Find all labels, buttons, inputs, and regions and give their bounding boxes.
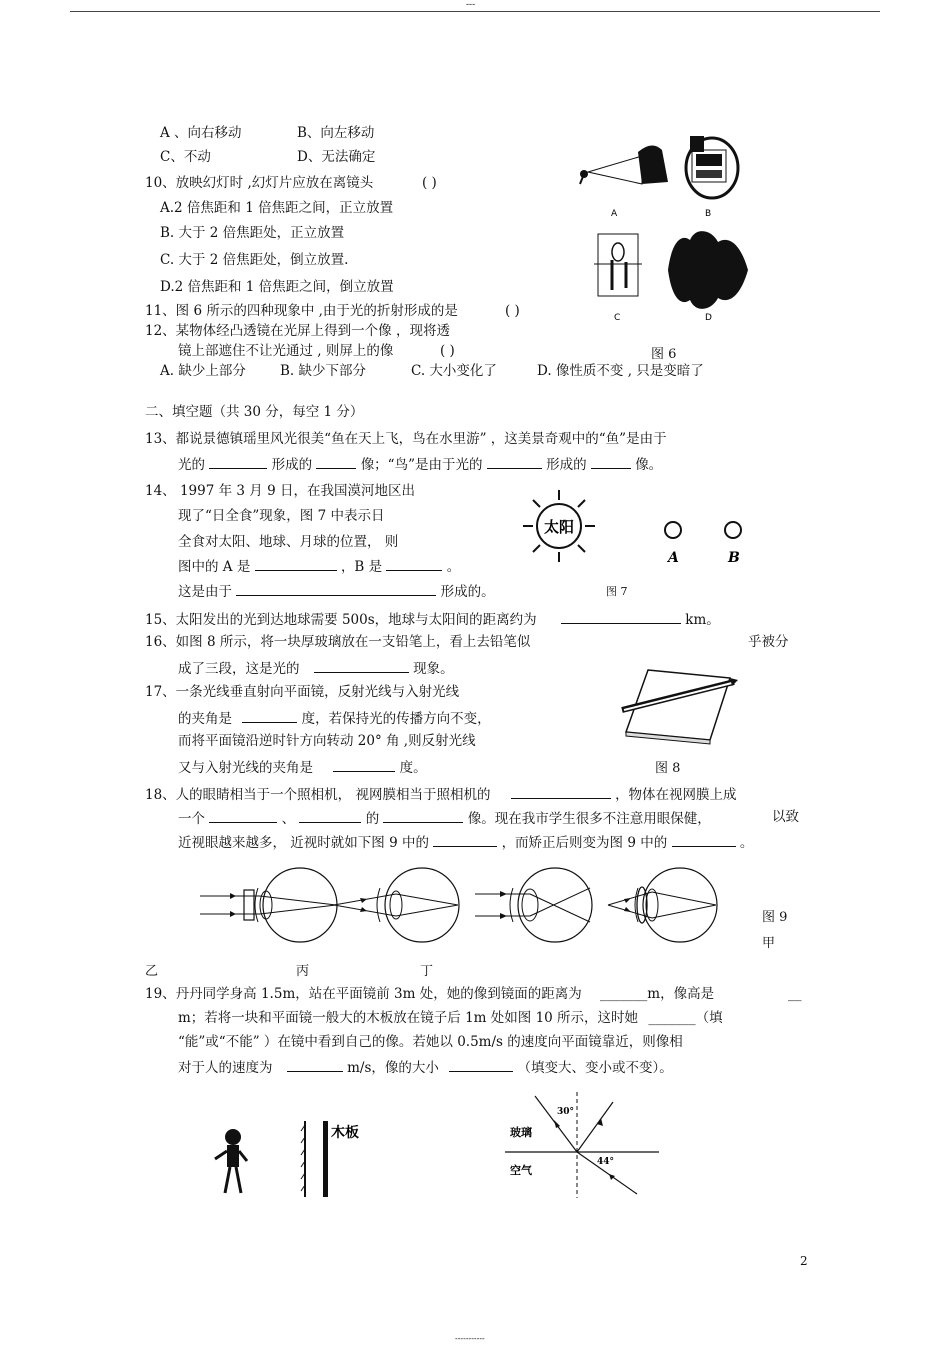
q11-answer-paren: ( ) xyxy=(505,303,520,319)
fig6-d-reflection xyxy=(668,231,748,309)
q18-line2-tail: 以致 xyxy=(772,809,799,825)
q18-line3: 近视眼越来越多， 近视时就如下图 9 中的 ，而矫正后则变为图 9 中的 。 xyxy=(178,832,753,852)
fig9-eye-2 xyxy=(334,868,459,942)
q12-option-b: B. 缺少下部分 xyxy=(280,363,367,379)
q10-option-b: B. 大于 2 倍焦距处，正立放置 xyxy=(160,225,345,241)
q14-line1: 14、 1997 年 3 月 9 日，在我国漠河地区出 xyxy=(145,483,415,499)
fig9-label-bing: 丙 xyxy=(296,964,310,979)
q17-line4: 又与入射光线的夹角是 度。 xyxy=(178,757,427,777)
q9-option-d: D、无法确定 xyxy=(297,149,376,165)
q16-line1-tail: 乎被分 xyxy=(748,634,789,650)
q18-blank-6[interactable] xyxy=(672,832,736,847)
fig9-label-ding: 丁 xyxy=(420,964,434,979)
q13-line1: 13、都说景德镇瑶里风光很美“鱼在天上飞，鸟在水里游” ，这美景奇观中的“鱼”是由于 xyxy=(145,431,667,447)
fig9-label-yi: 乙 xyxy=(145,964,159,979)
q9-option-c: C、不动 xyxy=(160,149,211,165)
fig9-caption: 图 9 xyxy=(762,910,788,925)
figure-10 xyxy=(205,1115,385,1205)
q17-blank-1[interactable] xyxy=(242,708,297,723)
q17-blank-2[interactable] xyxy=(333,757,395,772)
q9-option-a: A 、向右移动 xyxy=(160,125,242,141)
q12-option-d: D. 像性质不变 , 只是变暗了 xyxy=(537,363,704,379)
fig10-board-label: 木板 xyxy=(331,1125,359,1141)
fig6-b-dish xyxy=(686,136,738,198)
q19-blank-speed[interactable] xyxy=(287,1057,343,1072)
q12-answer-paren: ( ) xyxy=(440,343,455,359)
q17-line3: 而将平面镜沿逆时针方向转动 20° 角 ,则反射光线 xyxy=(178,733,476,749)
q10-option-c: C. 大于 2 倍焦距处，倒立放置. xyxy=(160,252,349,268)
q17-line2: 的夹角是 度，若保持光的传播方向不变， xyxy=(178,708,491,728)
q15-text: 15、太阳发出的光到达地球需要 500s，地球与太阳间的距离约为 km。 xyxy=(145,609,720,629)
fig11-glass-label: 玻璃 xyxy=(510,1126,532,1139)
q10-answer-paren: ( ) xyxy=(422,175,437,191)
figure-11 xyxy=(505,1092,665,1202)
q14-line4: 图中的 A 是 ，B 是 。 xyxy=(178,556,460,576)
q13-blank-1[interactable] xyxy=(209,454,267,469)
fig10-board xyxy=(323,1121,328,1197)
fig7-label-b: B xyxy=(728,550,740,566)
q10-option-d: D.2 倍焦距和 1 倍焦距之间，倒立放置 xyxy=(160,279,394,295)
fig10-girl xyxy=(215,1129,247,1193)
fig6-label-c: C xyxy=(614,313,621,323)
q18-blank-3[interactable] xyxy=(299,808,361,823)
section-2-title: 二、填空题（共 30 分，每空 1 分） xyxy=(145,404,364,420)
fig6-a-magnifier xyxy=(580,145,668,184)
q13-blank-2[interactable] xyxy=(316,454,356,469)
q19-line2: m；若将一块和平面镜一般大的木板放在镜子后 1m 处如图 10 所示，这时她 _______（填 xyxy=(178,1010,723,1026)
q13-blank-4[interactable] xyxy=(591,454,631,469)
q12-line1: 12、某物体经凸透镜在光屏上得到一个像 ，现将透 xyxy=(145,323,450,339)
q14-line5: 这是由于 形成的。 xyxy=(178,581,495,601)
fig6-label-b: B xyxy=(705,209,712,219)
figure-8 xyxy=(618,660,738,750)
figure-9 xyxy=(200,860,730,950)
q16-line2: 成了三段，这是光的 现象。 xyxy=(178,658,454,678)
fig7-circle-b xyxy=(725,522,741,538)
q18-blank-1[interactable] xyxy=(511,784,611,799)
fig11-reflected-ray xyxy=(577,1102,613,1152)
q19-line1-tail: __ xyxy=(788,986,802,1002)
q12-option-a: A. 缺少上部分 xyxy=(160,363,246,379)
fig6-label-d: D xyxy=(705,313,712,323)
q12-option-c: C. 大小变化了 xyxy=(411,363,497,379)
q16-line1: 16、如图 8 所示，将一块厚玻璃放在一支铅笔上，看上去铅笔似 xyxy=(145,634,531,650)
fig11-angle-44: 44° xyxy=(597,1157,615,1167)
q18-blank-2[interactable] xyxy=(209,808,277,823)
figure-7 xyxy=(515,484,755,574)
q19-line4: 对于人的速度为 m/s，像的大小 （填变大、变小或不变）。 xyxy=(178,1057,673,1077)
fig9-eye-4 xyxy=(608,868,717,942)
q12-line2: 镜上部遮住不让光通过 , 则屏上的像 xyxy=(178,343,394,359)
fig9-eye-3 xyxy=(475,868,592,942)
q10-option-a: A.2 倍焦距和 1 倍焦距之间，正立放置 xyxy=(160,200,394,216)
fig11-angle-30: 30° xyxy=(557,1107,575,1117)
q10-stem: 10、放映幻灯时 ,幻灯片应放在离镜头 xyxy=(145,175,374,191)
q13-blank-3[interactable] xyxy=(487,454,542,469)
fig8-caption: 图 8 xyxy=(655,761,681,776)
q14-blank-reason[interactable] xyxy=(236,581,436,596)
q19-line3: “能”或“不能” ）在镜中看到自己的像。若她以 0.5m/s 的速度向平面镜靠近，则像相 xyxy=(178,1034,683,1050)
fig6-c-candle xyxy=(594,234,642,296)
q19-line1: 19、丹丹同学身高 1.5m，站在平面镜前 3m 处，她的像到镜面的距离为 _______m，像高是 xyxy=(145,986,715,1002)
header-mark: --- xyxy=(466,0,476,10)
footer-mark: ----------- xyxy=(455,1334,485,1343)
q13-line2: 光的 形成的 像；“鸟”是由于光的 形成的 像。 xyxy=(178,454,662,474)
q18-line1: 18、人的眼睛相当于一个照相机， 视网膜相当于照相机的 ，物体在视网膜上成 xyxy=(145,784,737,804)
fig6-label-a: A xyxy=(611,209,618,219)
fig7-sun-label: 太阳 xyxy=(543,518,575,536)
fig9-label-jia: 甲 xyxy=(762,936,776,951)
q19-blank-size[interactable] xyxy=(449,1057,513,1072)
fig11-air-label: 空气 xyxy=(510,1164,532,1177)
q14-line2: 现了“日全食”现象，图 7 中表示日 xyxy=(178,508,385,524)
q15-blank[interactable] xyxy=(561,609,681,624)
q16-blank[interactable] xyxy=(314,658,409,673)
fig10-mirror xyxy=(301,1121,305,1197)
q18-line2: 一个 、 的 像。现在我市学生很多不注意用眼保健， xyxy=(178,808,711,828)
q18-blank-4[interactable] xyxy=(383,808,463,823)
q11-stem: 11、图 6 所示的四种现象中 ,由于光的折射形成的是 xyxy=(145,303,458,319)
q14-line3: 全食对太阳、地球、月球的位置， 则 xyxy=(178,534,399,550)
fig7-caption: 图 7 xyxy=(606,585,628,598)
figure-6 xyxy=(572,130,762,330)
q18-blank-5[interactable] xyxy=(433,832,497,847)
fig9-eye-1 xyxy=(200,868,337,942)
fig6-caption: 图 6 xyxy=(651,347,677,362)
fig7-sun xyxy=(523,490,595,562)
q14-blank-b[interactable] xyxy=(386,556,442,571)
page-number: 2 xyxy=(800,1254,808,1268)
fig7-circle-a xyxy=(665,522,681,538)
q14-blank-a[interactable] xyxy=(255,556,337,571)
q17-line1: 17、一条光线垂直射向平面镜，反射光线与入射光线 xyxy=(145,684,460,700)
q9-option-b: B、向左移动 xyxy=(297,125,375,141)
fig7-label-a: A xyxy=(668,550,679,566)
